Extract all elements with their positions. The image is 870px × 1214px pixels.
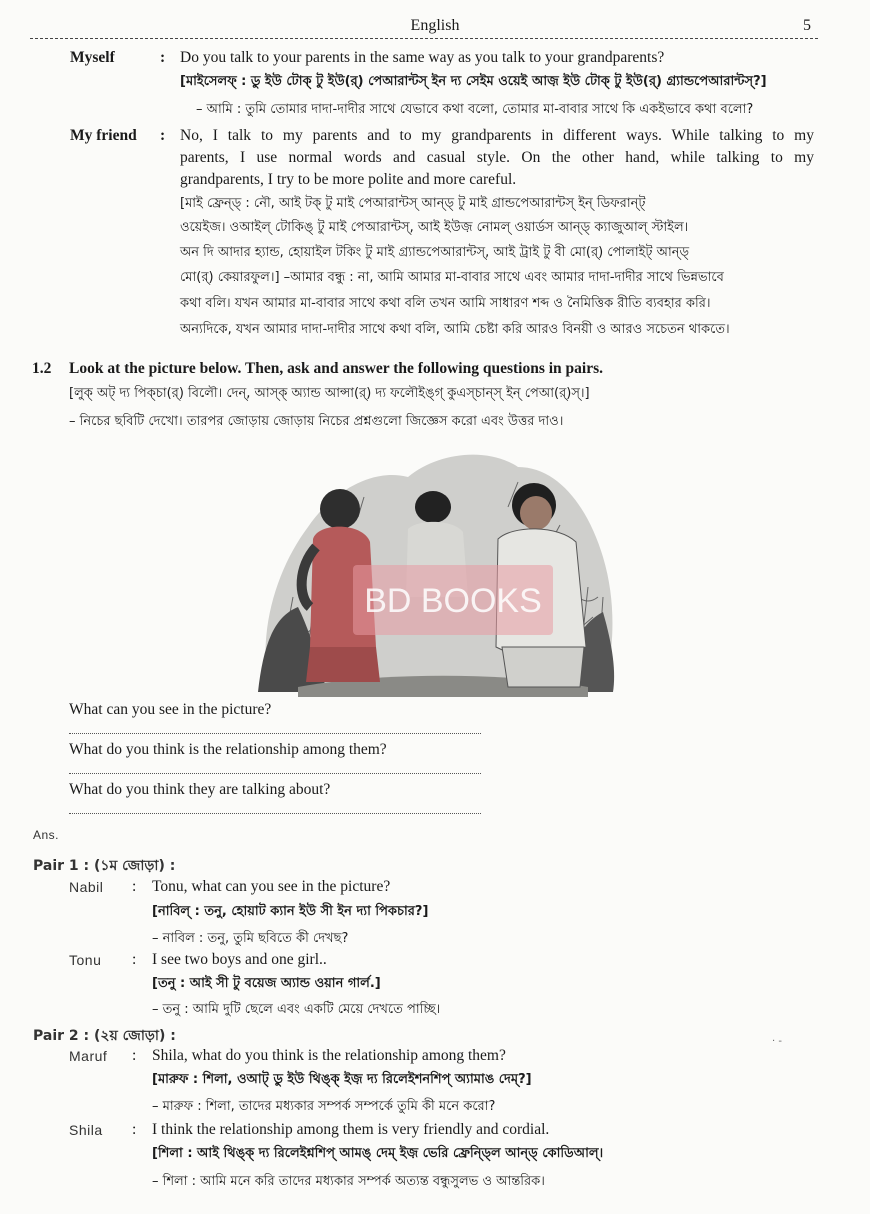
friend-english-line: parents, I use normal words and casual style. On the other hand, while talking to my [180, 149, 814, 166]
question: What do you think they are talking about? [69, 781, 331, 798]
maruf-translation: – মারুফ : শিলা, তাদের মধ্যকার সম্পর্ক সম্পর্কে তুমি কী মনে করো? [152, 1099, 496, 1114]
speaker-colon: : [132, 1047, 137, 1064]
myself-english: Do you talk to your parents in the same way as you talk to your grandparents? [180, 49, 665, 66]
tonu-translation: – তনু : আমি দুটি ছেলে এবং একটি মেয়ে দেখতে পাচ্ছি। [152, 1002, 441, 1017]
friend-bangla-line: মো(র্) কেয়ারফুল।] –আমার বন্ধু : না, আমি আমার মা-বাবার সাথে এবং আমার দাদা-দাদীর সাথে ভিন্নভাবে [180, 270, 724, 285]
nabil-translation: – নাবিল : তনু, তুমি ছবিতে কী দেখছ? [152, 931, 349, 946]
maruf-english: Shila, what do you think is the relationship among them? [152, 1047, 506, 1064]
speaker-shila: Shila [69, 1122, 103, 1138]
speaker-colon: : [132, 878, 137, 895]
myself-pronunciation: [মাইসেলফ্ : ডু ইউ টোক্ টু ইউ(র্) পেআরান্টস্ ইন দ্য সেইম ওয়েই আজ় ইউ টোক্ টু ইউ(র্) গ্র্যান্ডপেআরান্টস্?] [180, 74, 767, 89]
speaker-nabil: Nabil [69, 879, 104, 895]
section-pronunciation: [লুক্ অট্ দ্য পিক্চা(র্) বিলৌ। দেন্, আস্ক্ অ্যান্ড আন্সা(র্) দ্য ফলৌইঙ্গ্ কুএস্চান্স্ ইন্ পেআ(র্)স্।] [69, 386, 590, 401]
tonu-pronunciation: [তনু : আই সী টু বয়েজ অ্যান্ড ওয়ান গার্ল.] [152, 976, 381, 991]
friend-english-line: grandparents, I try to be more polite and more careful. [180, 171, 517, 188]
section-heading: Look at the picture below. Then, ask and answer the following questions in pairs. [69, 360, 603, 377]
pair-label: Pair 2 : (২য় জোড়া) : [33, 1028, 176, 1044]
answer-blank-line [69, 813, 481, 814]
friend-english-line: No, I talk to my parents and to my grandparents in different ways. While talking to my [180, 127, 814, 144]
page-number: 5 [803, 17, 811, 34]
section-translation: – নিচের ছবিটি দেখো। তারপর জোড়ায় জোড়ায় নিচের প্রশ্নগুলো জিজ্ঞেস করো এবং উত্তর দাও। [69, 414, 564, 429]
nabil-pronunciation: [নাবিল্ : তনু, হোয়াট ক্যান ইউ সী ইন দ্যা পিকচার?] [152, 904, 429, 919]
speaker-myself: Myself [70, 49, 115, 66]
section-number: 1.2 [32, 360, 52, 377]
friend-bangla-line: [মাই ফ্রেন্ড্ : নৌ, আই টক্ টু মাই পেআরান্টস্ আন্ড্ টু মাই গ্রান্ডপেআরান্টস্ ইন্ ডিফরান্ট্ [180, 196, 646, 211]
speaker-colon: : [160, 49, 166, 66]
friend-bangla-line: অন্যদিকে, যখন আমার দাদা-দাদীর সাথে কথা বলি, আমি চেষ্টা করি আরও বিনয়ী ও আরও সচেতন থাকতে। [180, 322, 730, 337]
speaker-colon: : [132, 1121, 137, 1138]
shila-english: I think the relationship among them is very friendly and cordial. [152, 1121, 550, 1138]
answer-blank-line [69, 733, 481, 734]
shila-pronunciation: [শিলা : আই থিঙ্ক্ দ্য রিলেইশ্নশিপ্ আমঙ্ দেম্ ইজ় ভেরি ফ্রেন্ড্লি আন্ড্ কোডিআল্। [152, 1146, 604, 1161]
answer-label: Ans. [33, 828, 60, 842]
speaker-colon: : [160, 127, 166, 144]
pair-label: Pair 1 : (১ম জোড়া) : [33, 858, 176, 874]
stray-mark: · ‑ [772, 1036, 782, 1047]
friend-bangla-line: অন দি আদার হ্যান্ড, হোয়াইল টকিং টু মাই গ্র্যান্ডপেআরান্টস্, আই ট্রাই টু বী মো(র্) পোলাইট্ আন্ড্ [180, 245, 690, 260]
question: What do you think is the relationship among them? [69, 741, 387, 758]
running-header-title: English [410, 17, 460, 34]
myself-translation: – আমি : তুমি তোমার দাদা-দাদীর সাথে যেভাবে কথা বলো, তোমার মা-বাবার সাথে কি একইভাবে কথা বলো? [196, 102, 754, 117]
illustration-children-talking [258, 447, 618, 697]
shila-translation: – শিলা : আমি মনে করি তাদের মধ্যকার সম্পর্ক অত্যন্ত বন্ধুসুলভ ও আন্তরিক। [152, 1174, 545, 1189]
watermark-text: BD BOOKS [364, 582, 542, 620]
speaker-my-friend: My friend [70, 127, 137, 144]
speaker-colon: : [132, 951, 137, 968]
speaker-maruf: Maruf [69, 1048, 108, 1064]
friend-bangla-line: ওয়েইজ। ওআইল্ টোকিঙ্ টু মাই পেআরান্টস্, আই ইউজ় নোমল্ ওয়ার্ডস আন্ড্ ক্যাজুআল্ স্টাইল। [180, 220, 689, 235]
header-rule [30, 38, 818, 39]
answer-blank-line [69, 773, 481, 774]
question: What can you see in the picture? [69, 701, 272, 718]
friend-bangla-line: কথা বলি। যখন আমার মা-বাবার সাথে কথা বলি তখন আমি সাধারণ শব্দ ও নৈমিত্তিক রীতি ব্যবহার করি। [180, 296, 711, 311]
tonu-english: I see two boys and one girl.. [152, 951, 327, 968]
nabil-english: Tonu, what can you see in the picture? [152, 878, 391, 895]
speaker-tonu: Tonu [69, 952, 102, 968]
maruf-pronunciation: [মারুফ : শিলা, ওআট্ ডু ইউ থিঙ্ক্ ইজ় দ্য রিলেইশনশিপ্ অ্যামাঙ দেম্?] [152, 1072, 532, 1087]
